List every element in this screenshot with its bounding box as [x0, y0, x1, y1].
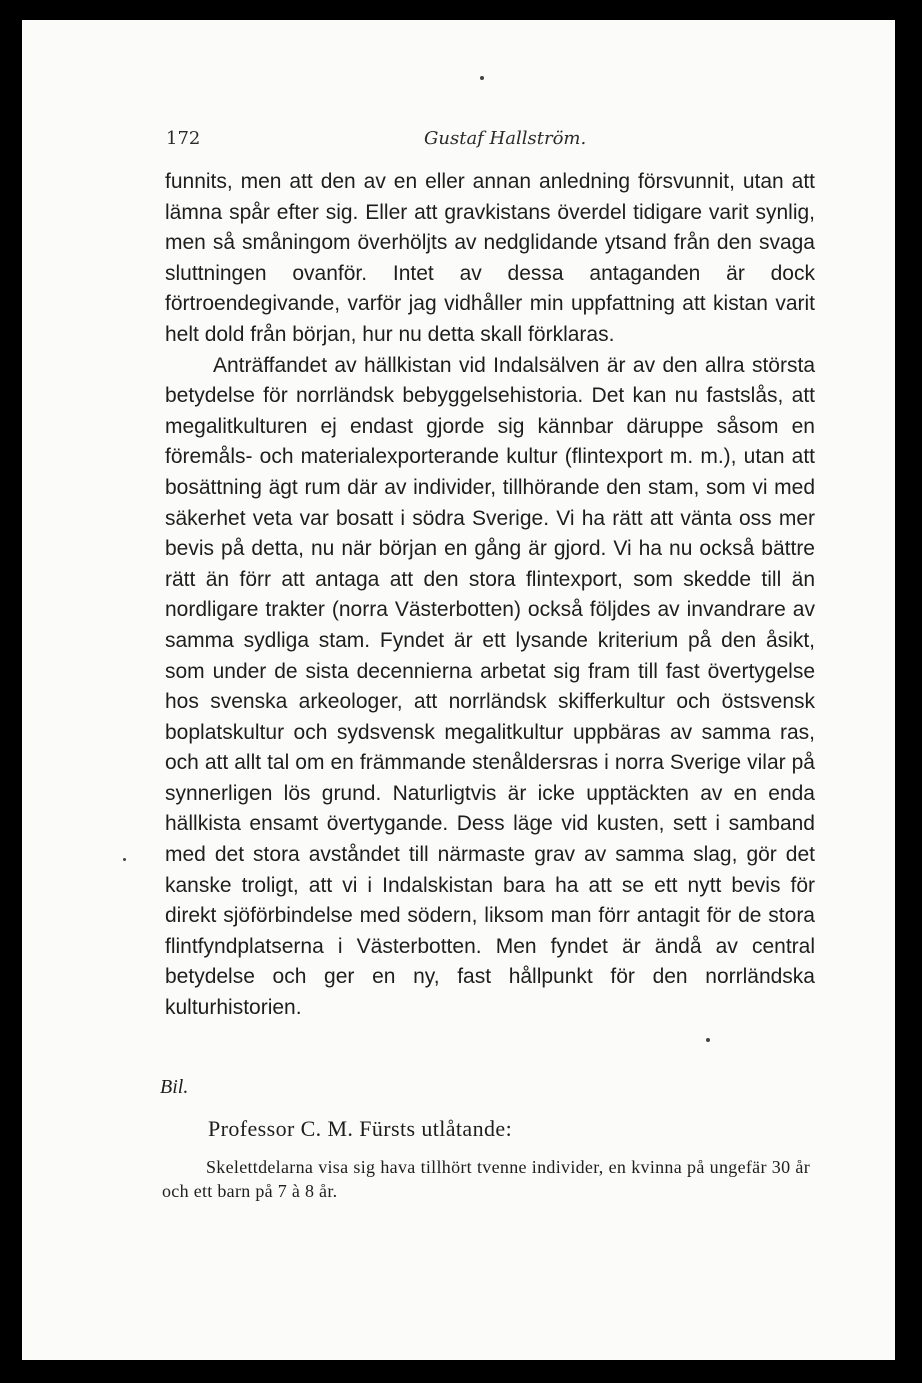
appendix-label: Bil. — [160, 1076, 189, 1098]
page-number: 172 — [166, 128, 201, 149]
body-text — [165, 167, 815, 1024]
paragraph: funnits, men att den av en eller annan anledning försvunnit, utan att lämna spår efter sig. Eller att gravkistans överdel tidigare varit synlig, men så småningom överhöljts av nedglidande ytsand från den svaga sluttningen ovanför. Intet av dessa antaganden är dock förtroendegivande, varför jag vidhåller min uppfattning att kistan varit helt dold från början, hur nu detta skall förklaras. — [165, 170, 815, 346]
print-speck — [706, 1038, 710, 1042]
print-speck — [480, 76, 484, 80]
book-page — [22, 20, 895, 1360]
statement-text — [162, 1155, 810, 1203]
running-title: Gustaf Hallström. — [424, 128, 587, 149]
statement-heading: Professor C. M. Fürsts utlåtande: — [208, 1116, 513, 1141]
statement-paragraph: Skelettdelarna visa sig hava tillhört tvenne individer, en kvinna på ungefär 30 år och ett barn på 7 à 8 år. — [162, 1157, 810, 1201]
print-speck — [123, 858, 126, 861]
paragraph: Anträffandet av hällkistan vid Indalsälven är av den allra största betydelse för norrländsk bebyggelsehistoria. Det kan nu fastslås, att megalitkulturen ej endast gjorde sig kännbar däruppe såsom en föremåls- och materialexporterande kultur (flintexport m. m.), utan att bosättning ägt rum där av individer, tillhörande den stam, som vi med säkerhet veta var bosatt i södra Sverige. Vi ha rätt att vänta oss mer bevis på detta, nu när början en gång är gjord. Vi ha nu också bättre rätt än förr att antaga att den stora flintexport, som skedde till än nordligare trakter (norra Västerbotten) också följdes av invandrare av samma sydliga stam. Fyndet är ett lysande kriterium på den åsikt, som under de sista decennierna arbetat sig fram till fast övertygelse hos svenska arkeologer, att norrländsk skifferkultur och östsvensk boplatskultur och sydsvensk megalitkultur uppbäras av samma ras, och att allt tal om en främmande stenåldersras i norra Sverige vilar på synnerligen lös grund. Naturligtvis är icke upptäckten av en enda hällkista ensamt övertygande. Dess läge vid kusten, sett i samband med det stora avståndet till närmaste grav av samma slag, gör det kanske troligt, att vi i Indalskistan bara ha att se ett nytt bevis för direkt sjöförbindelse med södern, liksom man förr antagit för de stora flintfyndplatserna i Västerbotten. Men fyndet är ändå av central betydelse och ger en ny, fast hållpunkt för den norrländska kulturhistorien. — [165, 353, 815, 1020]
